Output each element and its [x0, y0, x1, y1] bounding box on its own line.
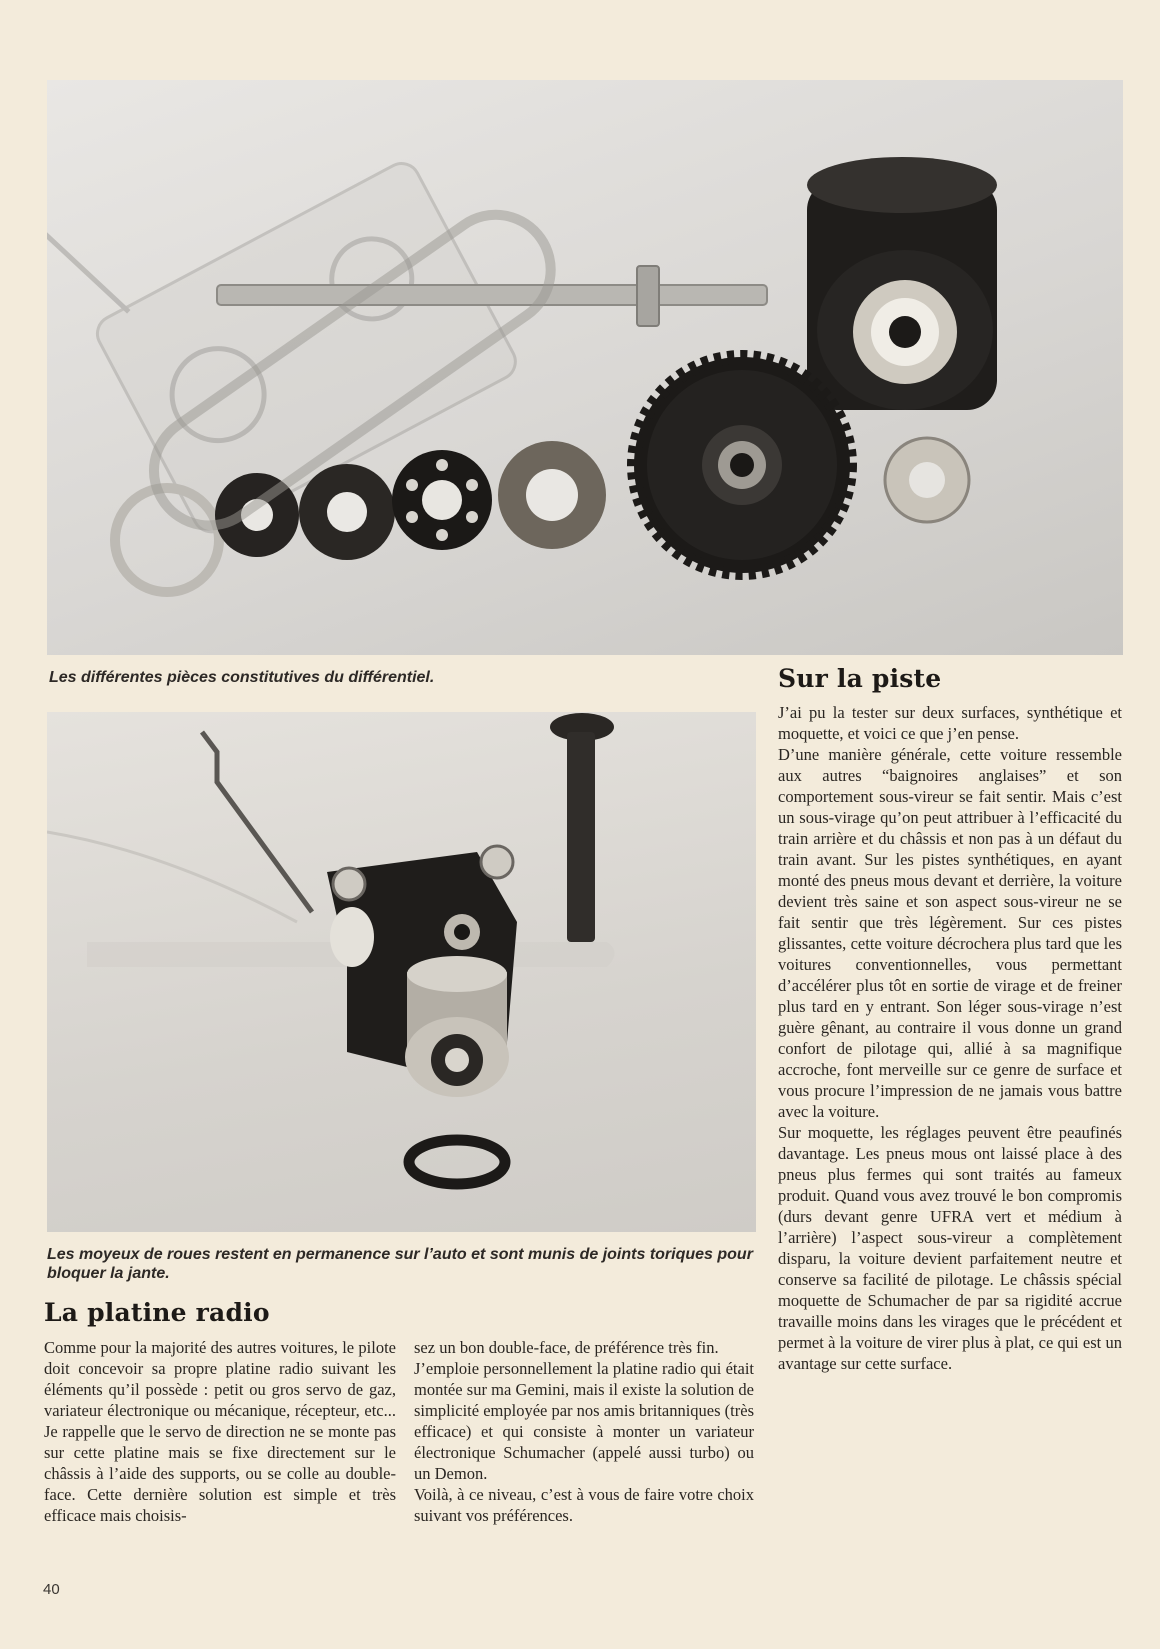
caption-wheel-hubs: Les moyeux de roues restent en permanence sur l’auto et sont munis de joints toriques pour bloquer la jante. [47, 1246, 753, 1282]
paragraph: J’emploie personnellement la platine radio qui était montée sur ma Gemini, mais il existe la solution de simplicité employée par nos amis britanniques (très efficace) et qui consiste à monter un variateur électronique Schumacher (appelé aussi turbo) ou un Demon. [414, 1359, 754, 1483]
paragraph: D’une manière générale, cette voiture ressemble aux autres “baignoires anglaises” et son comportement sous-vireur se fait sentir. Mais c’est un sous-virage qu’on peut attribuer à l’efficacité du train arrière et du châssis et non pas à un défaut du train avant. Sur les pistes synthétiques, en ayant monté des pneus mous devant et derrière, la voiture devient très saine et son aspect sous-vireur ne se fait sentir que très légèrement. Sur ces pistes glissantes, cette voiture décrochera plus tard que les voitures conventionnelles, vous permettant d’accélérer plus tôt en sortie de virage et de freiner plus tard en y entrant. Son léger sous-virage n’est guère gênant, au contraire il vous donne un grand confort de pilotage qui, allié à sa magnifique accroche, font merveille sur ce genre de surface et vous procure l’impression de ne jamais vous battre avec la voiture. [778, 745, 1122, 1121]
wheel-hub-illustration [47, 712, 756, 1232]
caption-differential: Les différentes pièces constitutives du différentiel. [49, 669, 435, 686]
paragraph: Sur moquette, les réglages peuvent être peaufinés davantage. Les pneus mous ont laissé place à des pneus plus fermes qui sont traités au fameux produit. Quand vous avez trouvé le bon compromis (durs devant genre UFRA vert et médium à l’arrière) l’aspect sous-vireur a complètement disparu, la voiture devient parfaitement neutre et conserve sa facilité de pilotage. Le châssis spécial moquette de Schumacher de par sa rigidité accrue travaille moins dans les virages que le précédent et permet à la voiture de virer plus à plat, ce qui est un avantage sur cette surface. [778, 1123, 1122, 1373]
wire-link [47, 732, 312, 922]
paragraph: Comme pour la majorité des autres voitures, le pilote doit concevoir sa propre platine radio suivant les éléments qu’il possède : petit ou gros servo de gaz, variateur électronique ou mécanique, récepteur, etc... Je rappelle que le servo de direction ne se monte pas sur cette platine mais se fixe directement sur le châssis à l’aide des supports, ou se colle au double-face. Cette dernière solution est simple et très efficace mais choisis- [44, 1338, 396, 1525]
paragraph: sez un bon double-face, de préférence très fin. [414, 1338, 719, 1357]
article-column-left [44, 1337, 396, 1526]
differential-shaft [217, 285, 767, 305]
differential-parts-illustration [47, 80, 1123, 655]
article-column-middle [414, 1337, 754, 1526]
differential-housing [807, 157, 997, 410]
photo-wheel-hub [47, 712, 756, 1232]
section-heading-platine-radio: La platine radio [44, 1298, 270, 1327]
page-number: 40 [43, 1581, 60, 1598]
section-heading-sur-la-piste: Sur la piste [778, 664, 942, 693]
paragraph: J’ai pu la tester sur deux surfaces, synthétique et moquette, et voici ce que j’en pense. [778, 703, 1122, 743]
paragraph: Voilà, à ce niveau, c’est à vous de faire votre choix suivant vos préférences. [414, 1485, 754, 1525]
article-column-right [778, 702, 1122, 1374]
photo-differential-parts [47, 80, 1123, 655]
o-ring [409, 1140, 505, 1184]
threaded-rod [550, 713, 614, 942]
wheel-hub [405, 956, 509, 1097]
spur-gear [634, 357, 850, 573]
